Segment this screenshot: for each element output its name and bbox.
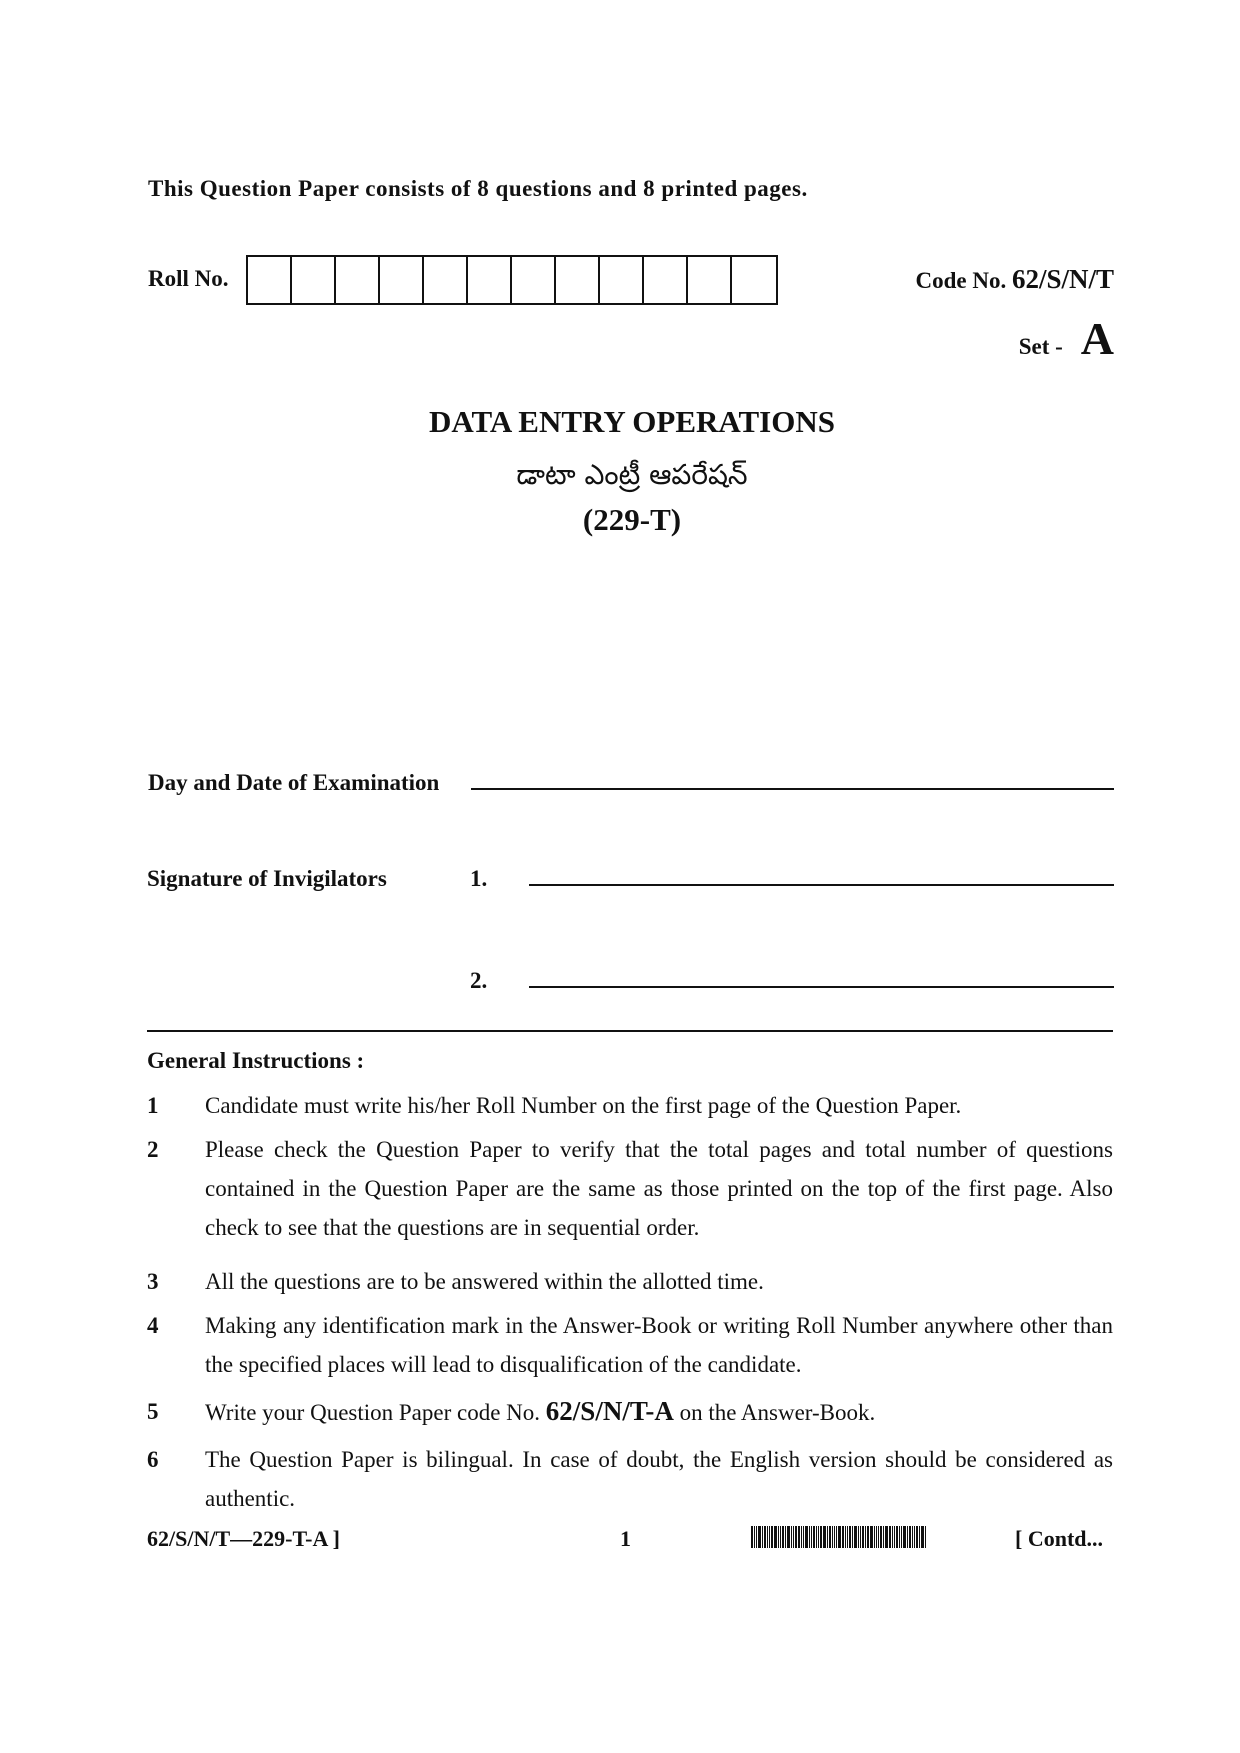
instructions-heading: General Instructions : [147, 1048, 365, 1073]
instruction-number: 5 [147, 1399, 159, 1424]
subject-title-telugu: డాటా ఎంట్రీ ఆపరేషన్ [516, 458, 748, 491]
barcode-bar [834, 1526, 835, 1548]
barcode-bar [764, 1526, 766, 1548]
roll-digit-box[interactable] [512, 257, 556, 303]
code-label: Code No. [915, 268, 1007, 293]
roll-digit-box[interactable] [600, 257, 644, 303]
barcode-bar [894, 1526, 895, 1548]
subject-title: DATA ENTRY OPERATIONS [429, 404, 835, 439]
instruction-item [147, 1306, 1113, 1384]
barcode-bar [771, 1526, 773, 1548]
roll-digit-box[interactable] [424, 257, 468, 303]
barcode-image [751, 1526, 983, 1548]
instruction-number: 6 [147, 1447, 159, 1472]
instruction-text-pre: Write your Question Paper code No. [205, 1400, 541, 1425]
instruction-text [205, 1392, 1113, 1432]
barcode-bar [858, 1526, 859, 1548]
barcode-bar [805, 1526, 808, 1548]
barcode-bar [903, 1526, 906, 1548]
footer-paper-code: 62/S/N/T—229-T-A ] [147, 1526, 340, 1551]
barcode-bar [878, 1526, 879, 1548]
barcode-bar [896, 1526, 898, 1548]
barcode-bar [782, 1526, 784, 1548]
barcode-bar [907, 1526, 908, 1548]
roll-digit-box[interactable] [556, 257, 600, 303]
instruction-number: 3 [147, 1269, 159, 1294]
barcode-bar [916, 1526, 918, 1548]
barcode-bar [769, 1526, 770, 1548]
barcode-bar [874, 1526, 875, 1548]
barcode-bar [762, 1526, 763, 1548]
barcode-bar [912, 1526, 913, 1548]
barcode-bar [801, 1526, 802, 1548]
barcode-bar [870, 1526, 873, 1548]
subject-code: (229-T) [582, 502, 682, 537]
roll-digit-box[interactable] [644, 257, 688, 303]
barcode-bar [803, 1526, 804, 1548]
paper-info-note: This Question Paper consists of 8 questions and 8 printed pages. [148, 176, 808, 201]
barcode-bar [921, 1526, 924, 1548]
paper-code-emphasis: 62/S/N/T-A [545, 1396, 674, 1426]
barcode-bar [832, 1526, 833, 1548]
roll-digit-box[interactable] [248, 257, 292, 303]
barcode-bar [883, 1526, 884, 1548]
barcode-bar [880, 1526, 882, 1548]
barcode-bar [845, 1526, 846, 1548]
instruction-item [147, 1086, 1113, 1125]
barcode-bar [758, 1526, 761, 1548]
instruction-text: Making any identification mark in the Answer-Book or writing Roll Number anywhere other than the specified places will lead to disqualification of the candidate. [205, 1313, 1113, 1377]
instruction-number: 1 [147, 1093, 159, 1118]
instruction-item [147, 1130, 1113, 1247]
exam-date-line[interactable] [471, 788, 1114, 790]
roll-digit-box[interactable] [292, 257, 336, 303]
roll-digit-box[interactable] [732, 257, 776, 303]
barcode-bar [798, 1526, 800, 1548]
barcode-bar [787, 1526, 790, 1548]
barcode-bar [778, 1526, 779, 1548]
instruction-text: The Question Paper is bilingual. In case of doubt, the English version should be considered as authentic. [205, 1447, 1113, 1511]
code-value: 62/S/N/T [1011, 264, 1114, 294]
barcode-bar [818, 1526, 819, 1548]
barcode-bar [867, 1526, 869, 1548]
roll-number-label: Roll No. [148, 266, 229, 291]
barcode-bar [756, 1526, 757, 1548]
barcode-bar [785, 1526, 786, 1548]
barcode-bar [876, 1526, 877, 1548]
barcode-bar [919, 1526, 920, 1548]
barcode-bar [811, 1526, 812, 1548]
barcode-bar [751, 1526, 753, 1548]
instruction-text: Candidate must write his/her Roll Number on the first page of the Question Paper. [205, 1093, 962, 1118]
barcode-bar [820, 1526, 822, 1548]
barcode-bar [836, 1526, 837, 1548]
roll-number-boxes[interactable] [246, 255, 778, 305]
barcode-bar [889, 1526, 891, 1548]
set-value: A [1080, 313, 1114, 364]
barcode-bar [842, 1526, 844, 1548]
instruction-text: Please check the Question Paper to verify that the total pages and total number of questions contained in the Question Paper are the same as those printed on the top of the first page. Also check to see that the questions are in sequential order. [205, 1137, 1113, 1240]
exam-date-label: Day and Date of Examination [148, 770, 440, 795]
barcode-bar [795, 1526, 797, 1548]
roll-digit-box[interactable] [688, 257, 732, 303]
signature-2-number: 2. [470, 968, 488, 993]
invigilator-signature-label: Signature of Invigilators [147, 866, 387, 891]
barcode-bar [860, 1526, 861, 1548]
barcode-bar [901, 1526, 902, 1548]
barcode-bar [813, 1526, 815, 1548]
instruction-text-post: on the Answer-Book. [679, 1400, 876, 1425]
footer-page-number: 1 [620, 1526, 631, 1551]
barcode-bar [774, 1526, 777, 1548]
set-indicator [1019, 312, 1114, 365]
instruction-item [147, 1392, 1113, 1432]
roll-digit-box[interactable] [468, 257, 512, 303]
barcode-bar [847, 1526, 848, 1548]
barcode-bar [854, 1526, 857, 1548]
signature-1-number: 1. [470, 866, 488, 891]
signature-2-line[interactable] [529, 986, 1114, 988]
barcode-bar [823, 1526, 826, 1548]
instruction-item [147, 1262, 1113, 1301]
set-label: Set - [1018, 334, 1063, 359]
barcode-bar [816, 1526, 817, 1548]
barcode-bar [793, 1526, 794, 1548]
barcode-bar [767, 1526, 768, 1548]
instruction-text: All the questions are to be answered within the allotted time. [205, 1269, 764, 1294]
signature-1-line[interactable] [529, 884, 1114, 886]
roll-digit-box[interactable] [380, 257, 424, 303]
barcode-bar [852, 1526, 853, 1548]
barcode-bar [862, 1526, 864, 1548]
barcode-bar [925, 1526, 926, 1548]
barcode-bar [885, 1526, 888, 1548]
barcode-bar [829, 1526, 831, 1548]
instruction-number: 4 [147, 1313, 159, 1338]
barcode-bar [849, 1526, 851, 1548]
barcode-bar [827, 1526, 828, 1548]
barcode-bar [754, 1526, 755, 1548]
instruction-number: 2 [147, 1137, 159, 1162]
barcode-bar [809, 1526, 810, 1548]
barcode-bar [892, 1526, 893, 1548]
roll-digit-box[interactable] [336, 257, 380, 303]
barcode-bar [791, 1526, 792, 1548]
instruction-item [147, 1440, 1113, 1518]
barcode-bar [838, 1526, 841, 1548]
barcode-bar [865, 1526, 866, 1548]
footer-continued: [ Contd... [1015, 1526, 1104, 1551]
barcode-bar [780, 1526, 781, 1548]
barcode-bar [914, 1526, 915, 1548]
code-number [915, 264, 1114, 295]
barcode-bar [899, 1526, 900, 1548]
barcode-bar [909, 1526, 911, 1548]
section-divider [147, 1030, 1113, 1032]
